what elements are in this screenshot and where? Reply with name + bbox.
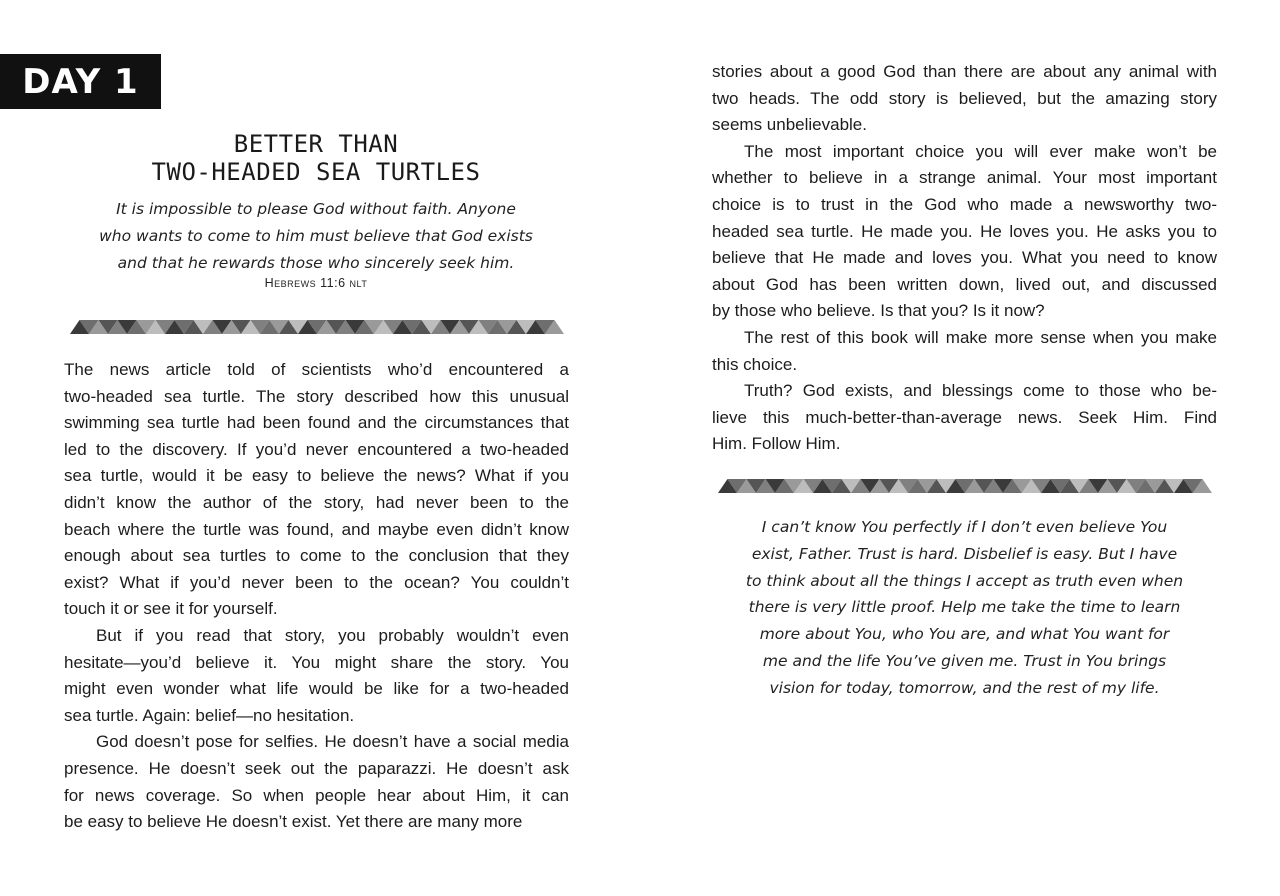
- body-line: this choice.: [712, 354, 798, 374]
- body-line: stories about a good God than there are about any animal with: [712, 62, 1217, 81]
- triangle-divider: [70, 320, 564, 334]
- body-line: be easy to believe He doesn’t exist. Yet there are many more: [64, 812, 523, 832]
- body-line: The news article told of scientists who’d encountered a: [64, 360, 569, 379]
- body-line: Him. Follow Him.: [712, 434, 841, 454]
- body-line: about God has been written down, lived out, and discussed: [712, 274, 1217, 294]
- body-line: The most important choice you will ever make won’t be: [744, 141, 1217, 161]
- prayer: [712, 514, 1217, 702]
- body-line: Truth? God exists, and blessings come to those who be-: [744, 381, 1217, 401]
- verse-line: who wants to come to him must believe that God exists: [99, 227, 533, 245]
- prayer-line: exist, Father. Trust is hard. Disbelief is easy. But I have: [751, 544, 1178, 563]
- body-line: choice is to trust in the God who made a newsworthy two-: [712, 194, 1217, 214]
- day-label: DAY 1: [22, 61, 139, 102]
- body-line: for news coverage. So when people hear about Him, it can: [64, 785, 569, 805]
- devotion-title: [64, 130, 568, 186]
- body-line: hesitate—you’d believe it. You might share the story. You: [64, 652, 569, 672]
- body-line: might even wonder what life would be like for a two-headed: [64, 679, 569, 699]
- triangle-divider: [718, 479, 1212, 493]
- body-line: whether to believe in a strange animal. Your most important: [712, 168, 1217, 188]
- verse-line: and that he rewards those who sincerely seek him.: [117, 254, 515, 272]
- body-line: two heads. The odd story is believed, but the amazing story: [712, 88, 1217, 108]
- prayer-line: me and the life You’ve given me. Trust in You brings: [762, 651, 1167, 670]
- prayer-line: I can’t know You perfectly if I don’t even believe You: [761, 518, 1168, 536]
- prayer-line: to think about all the things I accept as truth even when: [745, 571, 1184, 590]
- body-line: presence. He doesn’t seek out the paparazzi. He doesn’t ask: [64, 758, 569, 778]
- verse-reference: Hebrews 11:6 nlt: [264, 276, 368, 290]
- body-line: lieve this much-better-than-average news. Seek Him. Find: [712, 407, 1217, 427]
- body-line: believe that He made and loves you. What you need to know: [712, 248, 1217, 268]
- body-text-left: [64, 357, 569, 836]
- body-line: sea turtle. Again: belief—no hesitation.: [64, 705, 355, 725]
- body-line: exist? What if you’d never been to the ocean? You couldn’t: [64, 572, 569, 592]
- body-line: swimming sea turtle had been found and the circumstances that: [64, 413, 569, 433]
- body-line: But if you read that story, you probably wouldn’t even: [96, 625, 569, 645]
- title-line: BETTER THAN: [233, 130, 399, 158]
- body-line: by those who believe. Is that you? Is it now?: [712, 301, 1045, 321]
- body-line: beach where the turtle was found, and maybe even didn’t know: [64, 519, 569, 539]
- body-line: didn’t know the author of the story, had never been to the: [64, 492, 569, 512]
- body-line: God doesn’t pose for selfies. He doesn’t have a social media: [96, 732, 569, 752]
- prayer-line: vision for today, tomorrow, and the rest of my life.: [769, 678, 1160, 697]
- body-line: sea turtle, would it be easy to believe the news? What if you: [64, 466, 569, 486]
- body-line: two-headed sea turtle. The story described how this unusual: [64, 386, 569, 406]
- body-line: led to the discovery. If you’d never encountered a two-headed: [64, 439, 569, 459]
- prayer-line: there is very little proof. Help me take the time to learn: [748, 598, 1181, 617]
- scripture-verse: [64, 196, 568, 277]
- body-text-right: [712, 59, 1217, 458]
- body-line: touch it or see it for yourself.: [64, 599, 278, 619]
- day-badge: [0, 54, 161, 109]
- prayer-line: more about You, who You are, and what You want for: [759, 625, 1170, 644]
- body-line: seems unbelievable.: [712, 115, 867, 135]
- verse-line: It is impossible to please God without faith. Anyone: [116, 200, 516, 218]
- body-line: headed sea turtle. He made you. He loves you. He asks you to: [712, 221, 1217, 241]
- body-line: The rest of this book will make more sense when you make: [744, 327, 1217, 347]
- title-line: TWO-HEADED SEA TURTLES: [151, 158, 481, 186]
- body-line: enough about sea turtles to come to the conclusion that they: [64, 546, 569, 566]
